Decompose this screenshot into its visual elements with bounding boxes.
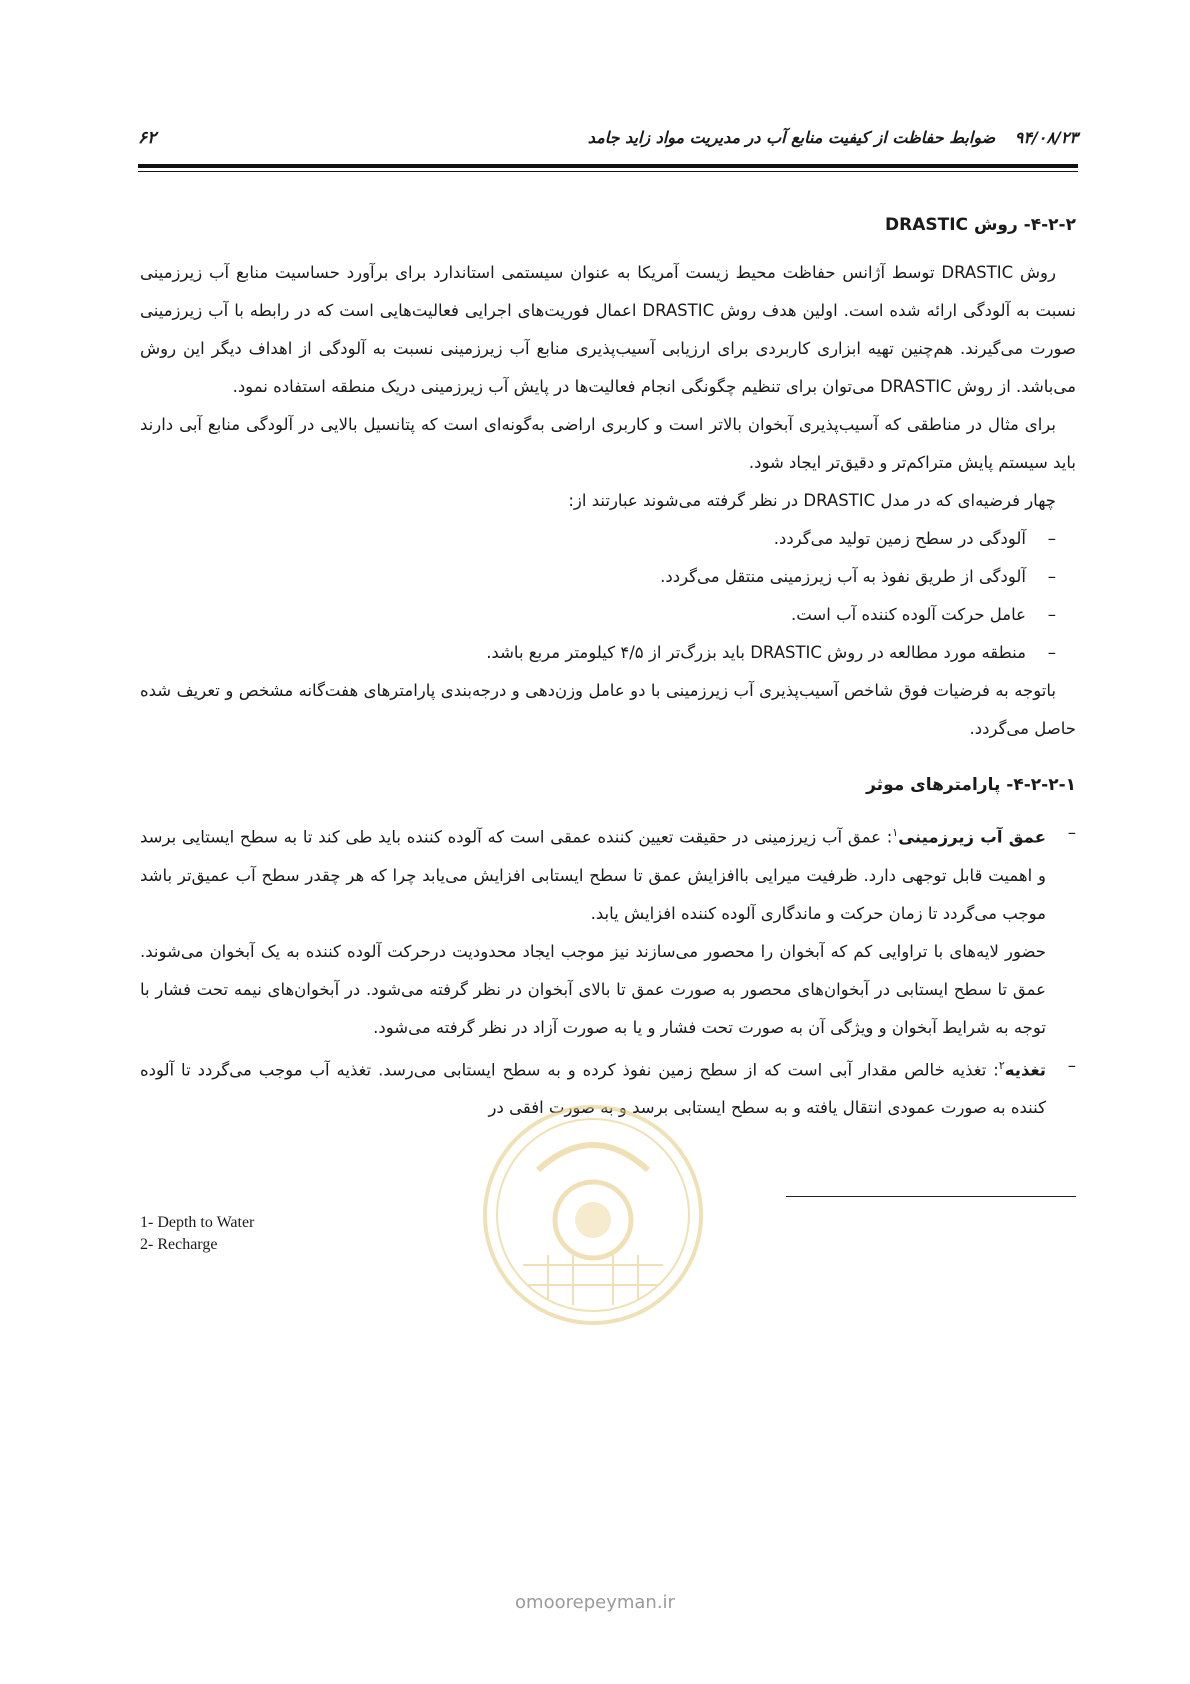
- footnote-1: 1- Depth to Water: [140, 1214, 255, 1231]
- recharge-term: تغذیه: [1004, 1060, 1046, 1079]
- assumption-item: – آلودگی در سطح زمین تولید می‌گردد.: [140, 520, 1076, 558]
- watermark-site: omoorepeyman.ir: [515, 1592, 675, 1613]
- header-title: ضوابط حفاظت از کیفیت منابع آب در مدیریت مواد زاید جامد: [587, 128, 996, 147]
- footnote-2: 2- Recharge: [140, 1236, 218, 1253]
- section-heading: ۴-۲-۲- روش DRASTIC: [885, 215, 1076, 235]
- depth-term: عمق آب زیرزمینی: [898, 827, 1046, 847]
- footnote-mark-2: ۲: [998, 1058, 1005, 1072]
- footnote-rule: [786, 1196, 1076, 1197]
- subsection-heading: ۴-۲-۲-۱- پارامترهای موثر: [866, 775, 1076, 795]
- assumption-item: – منطقه مورد مطالعه در روش DRASTIC باید بزرگ‌تر از ۴/۵ کیلومتر مربع باشد.: [140, 634, 1076, 672]
- footnote-mark-1: ۱: [892, 826, 899, 839]
- page-number: ۶۲: [138, 128, 157, 148]
- recharge-text: : تغذیه خالص مقدار آبی است که از سطح زمین نفوذ کرده و به سطح ایستابی می‌رسد. تغذیه آب موجب می‌گردد تا آلوده کننده به صورت عمودی انتقال یافته و به سطح ایستابی برسد و به صورت افقی در: [140, 1060, 1046, 1117]
- watermark-seal-icon: [478, 1100, 708, 1330]
- assumption-item: – عامل حرکت آلوده کننده آب است.: [140, 596, 1076, 634]
- header-date: ۹۴/۰۸/۲۳: [1014, 128, 1078, 147]
- header-title-group: [588, 128, 1078, 147]
- paragraph-2: برای مثال در مناطقی که آسیب‌پذیری آبخوان بالاتر است و کاربری اراضی به‌گونه‌ای است که پتانسیل بالایی در آلودگی منابع آبی دارند باید سیستم پایش متراکم‌تر و دقیق‌تر ایجاد شود.: [140, 415, 1076, 472]
- definition-depth: [140, 814, 1076, 933]
- paragraph-4: باتوجه به فرضیات فوق شاخص آسیب‌پذیری آب زیرزمینی با دو عامل وزن‌دهی و درجه‌بندی پارامترهای هفت‌گانه مشخص و تعریف شده حاصل می‌گردد.: [140, 681, 1076, 738]
- header-rule-thick: [138, 164, 1078, 168]
- depth-continuation: حضور لایه‌های با تراوایی کم که آبخوان را محصور می‌سازند نیز موجب ایجاد محدودیت درحرکت آلوده کننده به یک آبخوان می‌شوند. عمق تا سطح ایستابی در آبخوان‌های محصور به صورت عمق تا بالای آبخوان در نظر گرفته می‌شود. در آبخوان‌های نیمه تحت فشار با توجه به شرایط آبخوان و ویژگی آن به صورت تحت فشار و یا به صورت آزاد در نظر گرفته می‌شود.: [140, 941, 1046, 1037]
- page-header: [138, 128, 1078, 154]
- page-body: [140, 208, 1076, 1127]
- assumption-list: [140, 520, 1076, 672]
- header-rule-thin: [138, 171, 1078, 172]
- depth-text: : عمق آب زیرزمینی در حقیقت تعیین کننده عمقی است که آلوده کننده باید طی کند تا به سطح ایستایی برسد و اهمیت قابل توجهی دارد. ظرفیت میرایی باافزایش عمق تا سطح ایستابی افزایش می‌یابد چرا که هر چقدر سطح آب عمیق‌تر باشد موجب می‌گردد تا زمان حرکت و ماندگاری آلوده کننده افزایش یابد.: [140, 827, 1046, 923]
- paragraph-1: روش DRASTIC توسط آژانس حفاظت محیط زیست آمریکا به عنوان سیستمی استاندارد برای برآورد حساسیت منابع آب زیرزمینی نسبت به آلودگی ارائه شده است. اولین هدف روش DRASTIC اعمال فوریت‌های اجرایی فعالیت‌هایی است که در رابطه با آب زیرزمینی صورت می‌گیرند. هم‌چنین تهیه ابزاری کاربردی برای ارزیابی آسیب‌پذیری منابع آب زیرزمینی نسبت به آلودگی از اهداف دیگر این روش می‌باشد. از روش DRASTIC می‌توان برای تنظیم چگونگی انجام فعالیت‌ها در پایش آب زیرزمینی دریک منطقه استفاده نمود.: [140, 263, 1076, 396]
- paragraph-3: چهار فرضیه‌ای که در مدل DRASTIC در نظر گرفته می‌شوند عبارتند از:: [568, 491, 1056, 510]
- assumption-item: – آلودگی از طریق نفوذ به آب زیرزمینی منتقل می‌گردد.: [140, 558, 1076, 596]
- footnotes: [140, 1212, 254, 1256]
